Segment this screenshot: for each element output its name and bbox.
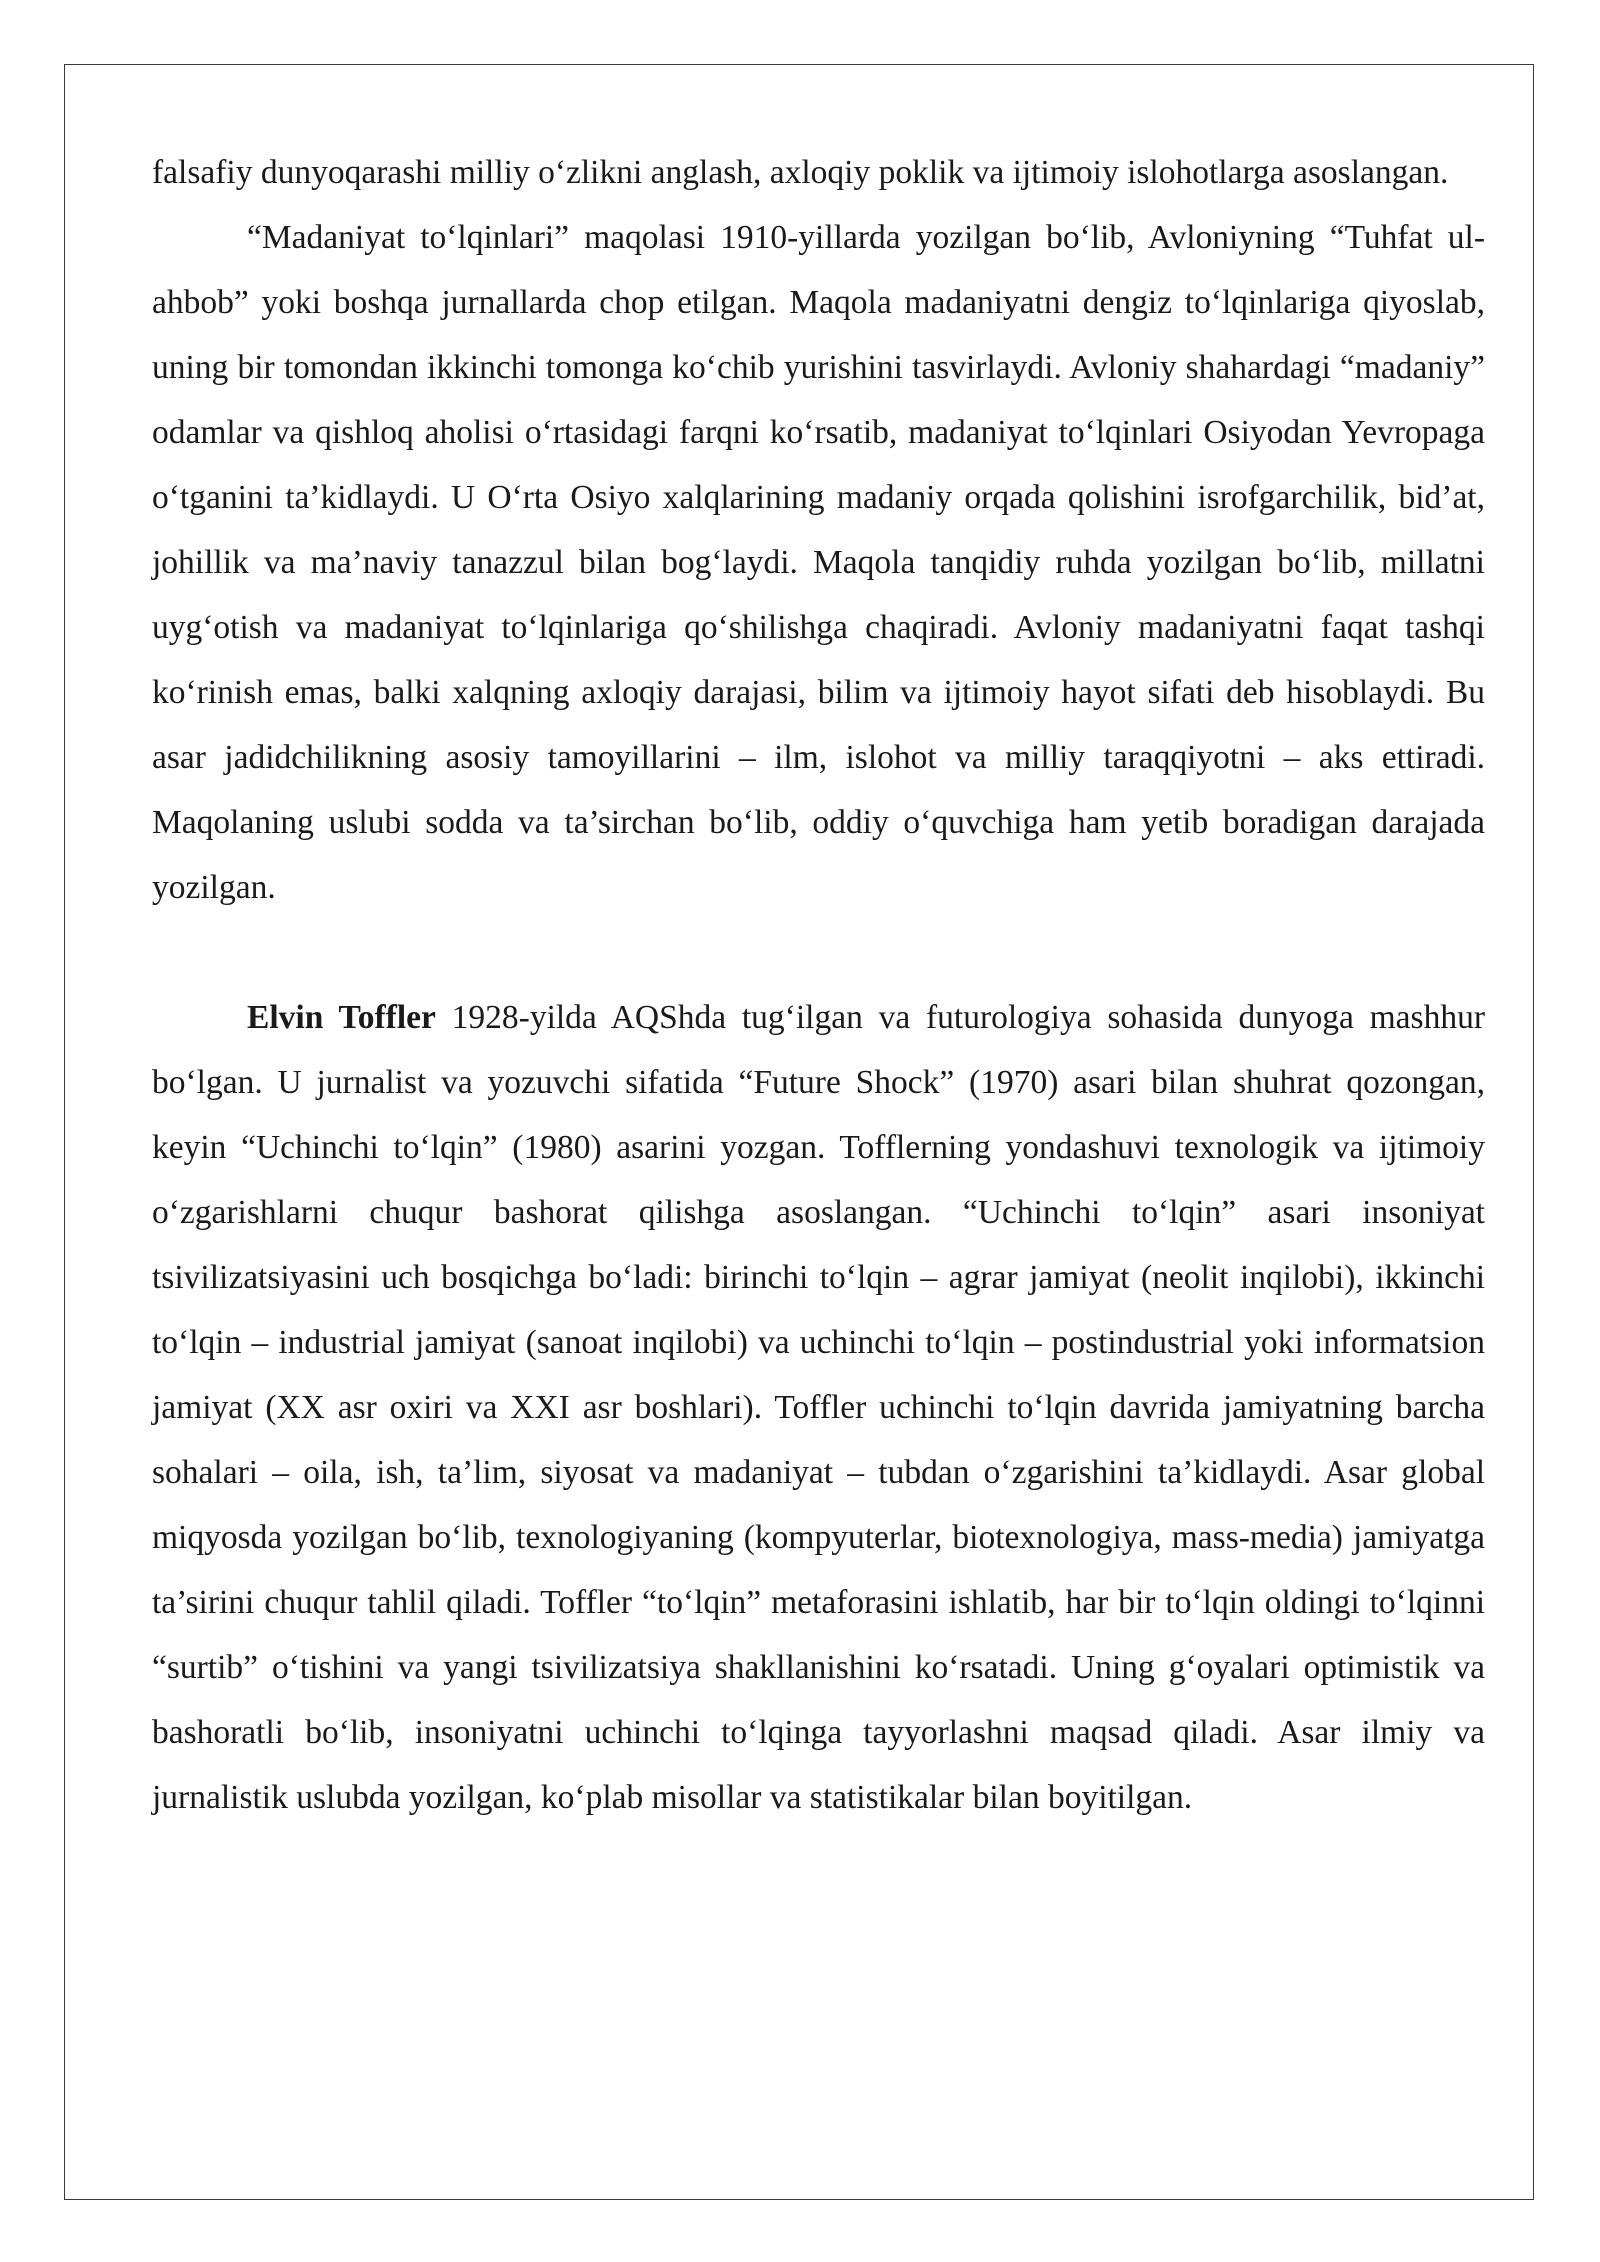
document-body: [152, 140, 1485, 1830]
paragraph-continuation: falsafiy dunyoqarashi milliy o‘zlikni anglash, axloqiy poklik va ijtimoiy islohotlarga asoslangan.: [152, 154, 1449, 191]
paragraph-text: 1928-yilda AQShda tug‘ilgan va futurologiya sohasida dunyoga mashhur bo‘lgan. U jurnalist va yozuvchi sifatida “Future Shock” (1970) asari bilan shuhrat qozongan, keyin “Uchinchi to‘lqin” (1980) asarini yozgan. Tofflerning yondashuvi texnologik va ijtimoiy o‘zgarishlarni chuqur bashorat qilishga asoslangan. “Uchinchi to‘lqin” asari insoniyat tsivilizatsiyasini uch bosqichga bo‘ladi: birinchi to‘lqin – agrar jamiyat (neolit inqilobi), ikkinchi to‘lqin – industrial jamiyat (sanoat inqilobi) va uchinchi to‘lqin – postindustrial yoki informatsion jamiyat (XX asr oxiri va XXI asr boshlari). Toffler uchinchi to‘lqin davrida jamiyatning barcha sohalari – oila, ish, ta’lim, siyosat va madaniyat – tubdan o‘zgarishini ta’kidlaydi. Asar global miqyosda yozilgan bo‘lib, texnologiyaning (kompyuterlar, biotexnologiya, mass-media) jamiyatga ta’sirini chuqur tahlil qiladi. Toffler “to‘lqin” metaforasini ishlatib, har bir to‘lqin oldingi to‘lqinni “surtib” o‘tishini va yangi tsivilizatsiya shakllanishini ko‘rsatadi. Uning g‘oyalari optimistik va bashoratli bo‘lib, insoniyatni uchinchi to‘lqinga tayyorlashni maqsad qiladi. Asar ilmiy va jurnalistik uslubda yozilgan, ko‘plab misollar va statistikalar bilan boyitilgan.: [152, 999, 1485, 1816]
paragraph-elvin-toffler: [152, 985, 1485, 1830]
paragraph-madaniyat-toqlinlari: “Madaniyat to‘lqinlari” maqolasi 1910-yillarda yozilgan bo‘lib, Avloniyning “Tuhfat ul-ahbob” yoki boshqa jurnallarda chop etilgan. Maqola madaniyatni dengiz to‘lqinlariga qiyoslab, uning bir tomondan ikkinchi tomonga ko‘chib yurishini tasvirlaydi. Avloniy shahardagi “madaniy” odamlar va qishloq aholisi o‘rtasidagi farqni ko‘rsatib, madaniyat to‘lqinlari Osiyodan Yevropaga o‘tganini ta’kidlaydi. U O‘rta Osiyo xalqlarining madaniy orqada qolishini isrofgarchilik, bid’at, johillik va ma’naviy tanazzul bilan bog‘laydi. Maqola tanqidiy ruhda yozilgan bo‘lib, millatni uyg‘otish va madaniyat to‘lqinlariga qo‘shilishga chaqiradi. Avloniy madaniyatni faqat tashqi ko‘rinish emas, balki xalqning axloqiy darajasi, bilim va ijtimoiy hayot sifati deb hisoblaydi. Bu asar jadidchilikning asosiy tamoyillarini – ilm, islohot va milliy taraqqiyotni – aks ettiradi. Maqolaning uslubi sodda va ta’sirchan bo‘lib, oddiy o‘quvchiga ham yetib boradigan darajada yozilgan.: [152, 219, 1485, 906]
author-name: Elvin Toffler: [247, 999, 436, 1036]
